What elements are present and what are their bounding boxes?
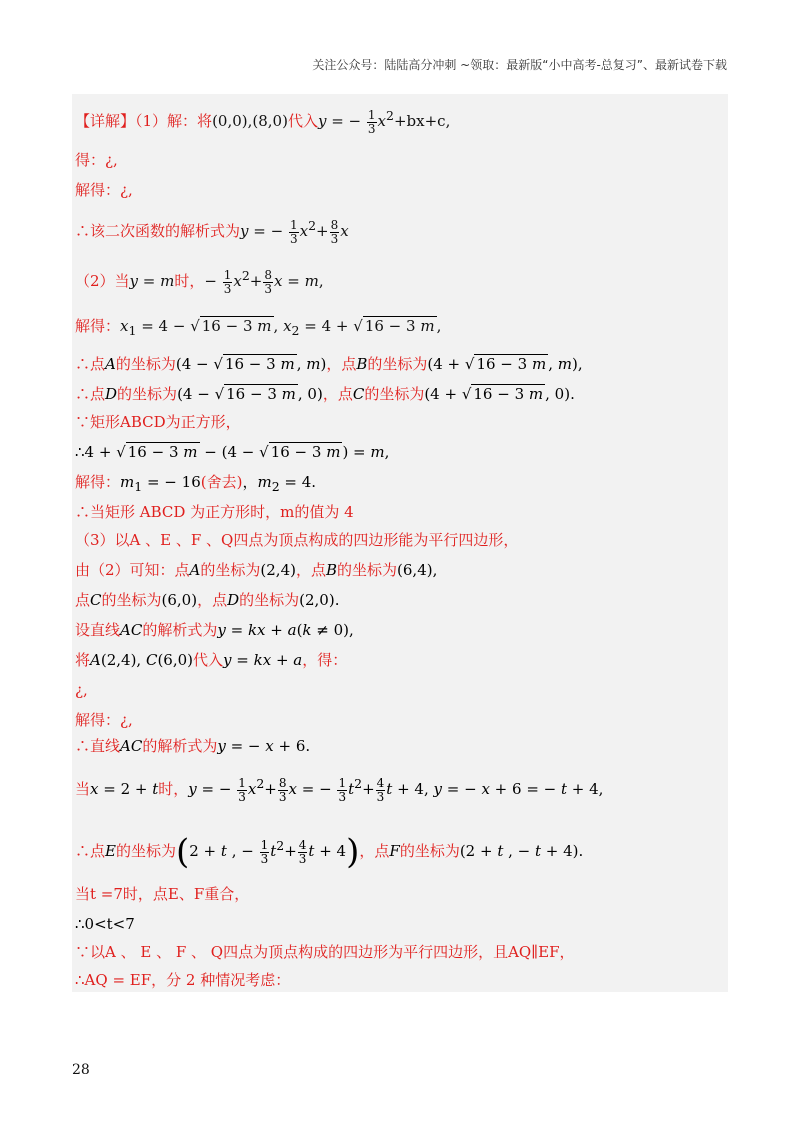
solution-line-21 bbox=[75, 774, 603, 804]
solution-line-24: ∴0<t<7 bbox=[75, 915, 135, 933]
text-segment: 点 bbox=[75, 591, 91, 609]
math-expr: ，$m_2 = 4$. bbox=[242, 473, 317, 494]
solution-line-8: ∴点D的坐标为(4 − √ 16 − 3 m , 0)，点C的坐标为(4 + √ 16 − 3 m , 0). bbox=[75, 385, 575, 403]
text-segment: 的坐标为 bbox=[101, 591, 162, 609]
math-expr: $x_1 = 4$ − √ 16 − 3 m , $x_2 = 4$ + √ 16 − 3 m , bbox=[120, 317, 442, 338]
text-segment: 由（2）可知：点 bbox=[75, 561, 190, 579]
text-segment: ，得： bbox=[302, 651, 348, 669]
text-segment: 设直线 bbox=[75, 621, 121, 639]
solution-line-20: ∴直线AC的解析式为y = − x + 6. bbox=[75, 737, 311, 755]
text-segment: 的坐标为 bbox=[337, 561, 398, 579]
solution-line-10 bbox=[75, 442, 389, 462]
math-expr: y = − x + 6. bbox=[217, 737, 311, 755]
text-segment: ，点 bbox=[295, 561, 326, 579]
text-segment: ∴该二次函数的解析式为 bbox=[75, 222, 241, 240]
math-expr: − $\frac{1}{3}$ $x^2+$ $\frac{8}{3}$ x = m, bbox=[204, 267, 324, 296]
text-segment: ，点 bbox=[359, 842, 390, 860]
text-segment: （2）当 bbox=[75, 272, 130, 290]
solution-line-18: ¿, bbox=[75, 681, 88, 699]
math-expr: (2 + t , − $\frac{1}{3}$ $t^2+$ $\frac{4}{3}$ t + 4) bbox=[175, 832, 360, 872]
math-expr: (2 + t , − t + 4). bbox=[459, 842, 584, 860]
page-header: 关注公众号：陆陆高分冲刺 ~领取：最新版“小中高考-总复习”、最新试卷下载 bbox=[312, 58, 727, 72]
text-segment: 的坐标为 bbox=[367, 355, 428, 373]
text-segment: 当 bbox=[75, 780, 91, 798]
solution-line-3: 解得：¿, bbox=[75, 181, 133, 199]
text-segment: 的解析式为 bbox=[142, 621, 218, 639]
math-expr: x = 2 + t bbox=[90, 780, 159, 798]
text-segment: (舍去) bbox=[200, 473, 243, 491]
math-expr: (6,4), bbox=[397, 561, 438, 579]
solution-line-14: 由（2）可知：点A的坐标为(2,4)，点B的坐标为(6,4), bbox=[75, 561, 438, 579]
solution-line-16: 设直线AC的解析式为y = kx + a(k ≠ 0), bbox=[75, 621, 354, 639]
text-segment: 代入 bbox=[287, 112, 318, 130]
solution-line-4 bbox=[75, 216, 349, 246]
text-segment: ∴直线 bbox=[75, 737, 121, 755]
text-segment: ，点 bbox=[322, 385, 353, 403]
math-expr: (2,0). bbox=[299, 591, 340, 609]
math-expr: $m_1$ = − 16 bbox=[120, 473, 201, 494]
solution-line-13: （3）以A 、E 、F 、Q四点为顶点构成的四边形能为平行四边形， bbox=[75, 531, 519, 549]
text-segment: 的解析式为 bbox=[142, 737, 218, 755]
solution-line-2: 得：¿, bbox=[75, 151, 118, 169]
text-segment: 的坐标为 bbox=[115, 355, 176, 373]
text-segment: 的坐标为 bbox=[200, 561, 261, 579]
text-segment: 解得： bbox=[75, 473, 121, 491]
solution-line-7: ∴点A的坐标为(4 − √ 16 − 3 m , m)，点B的坐标为(4 + √ 16 − 3 m , m), bbox=[75, 355, 583, 373]
math-points: (0,0),(8,0) bbox=[212, 112, 288, 130]
math-expr: y = kx + a(k ≠ 0), bbox=[217, 621, 354, 639]
text-segment: 的坐标为 bbox=[117, 385, 178, 403]
solution-line-5 bbox=[75, 266, 324, 296]
math-var: x bbox=[377, 112, 387, 130]
solution-line-9: ∵矩形ABCD为正方形， bbox=[75, 413, 241, 431]
solution-line-11 bbox=[75, 472, 316, 497]
solution-line-12: ∴当矩形 ABCD 为正方形时，m的值为 4 bbox=[75, 503, 354, 521]
text-segment: 的坐标为 bbox=[399, 842, 460, 860]
page-number: 28 bbox=[72, 1062, 90, 1078]
math-tail: +bx+c, bbox=[393, 112, 451, 130]
math-expr: A(2,4), C(6,0) bbox=[90, 651, 194, 669]
math-expr: y = m bbox=[129, 272, 175, 290]
math-expr: (4 − √ 16 − 3 m , m) bbox=[175, 355, 327, 373]
solution-line-19: 解得：¿, bbox=[75, 711, 133, 729]
math-expr: (2,4) bbox=[260, 561, 296, 579]
math-expr: (6,0) bbox=[161, 591, 198, 609]
text-segment: ∴点 bbox=[75, 385, 106, 403]
text-segment: （1）解：将 bbox=[135, 112, 213, 130]
solution-line-23: 当t =7时，点E、F重合， bbox=[75, 885, 250, 903]
math-expr: y = − $\frac{1}{3}$ $x^2+$ $\frac{8}{3}$ x bbox=[240, 217, 349, 246]
text-segment: 解得： bbox=[75, 317, 121, 335]
solution-line-1 bbox=[75, 106, 450, 136]
solution-line-6 bbox=[75, 316, 441, 341]
text-segment: 将 bbox=[75, 651, 91, 669]
text-segment: 的坐标为 bbox=[364, 385, 425, 403]
text-segment: 的坐标为 bbox=[115, 842, 176, 860]
solution-line-17 bbox=[75, 650, 347, 670]
text-segment: ，点 bbox=[197, 591, 228, 609]
detail-tag: 【详解】 bbox=[75, 112, 136, 130]
text-segment: ∴点 bbox=[75, 355, 106, 373]
solution-line-15: 点C的坐标为(6,0)，点D的坐标为(2,0). bbox=[75, 591, 340, 609]
text-segment: 时， bbox=[158, 780, 189, 798]
math-expr: (4 + √ 16 − 3 m , 0). bbox=[424, 385, 575, 403]
text-segment: 时， bbox=[174, 272, 205, 290]
text-segment: ，点 bbox=[326, 355, 357, 373]
math-expr: (4 − √ 16 − 3 m , 0) bbox=[177, 385, 323, 403]
math-expr: y = − $\frac{1}{3}$ $x^2+bx+c$, bbox=[317, 107, 451, 136]
solution-line-25: ∵以A 、 E 、 F 、 Q四点为顶点构成的四边形为平行四边形，且AQ∥EF， bbox=[75, 943, 575, 961]
solution-line-26: ∴AQ = EF，分 2 种情况考虑： bbox=[75, 971, 291, 989]
math-expr: ∴4 + √ 16 − 3 m − (4 − √ 16 − 3 m ) = m, bbox=[75, 443, 390, 461]
solution-content bbox=[72, 94, 728, 992]
text-segment: ∴点 bbox=[75, 842, 106, 860]
math-expr: y = kx + a bbox=[223, 651, 303, 669]
math-expr: y = − $\frac{1}{3}$ $x^2+$ $\frac{8}{3}$ x = − $\frac{1}{3}$ $t^2+$ $\frac{4}{3}$ t + 4, y = − x + 6 = − t + 4, bbox=[188, 775, 604, 804]
text-segment: 的坐标为 bbox=[239, 591, 300, 609]
math-expr: (4 + √ 16 − 3 m , m), bbox=[427, 355, 583, 373]
text-segment: 代入 bbox=[193, 651, 224, 669]
solution-line-22: ∴点E的坐标为(2 + t , − $\frac{1}{3}$ $t^2+$ $\frac{4}{3}$ t + 4)，点F的坐标为(2 + t , − t + 4). bbox=[75, 832, 584, 872]
